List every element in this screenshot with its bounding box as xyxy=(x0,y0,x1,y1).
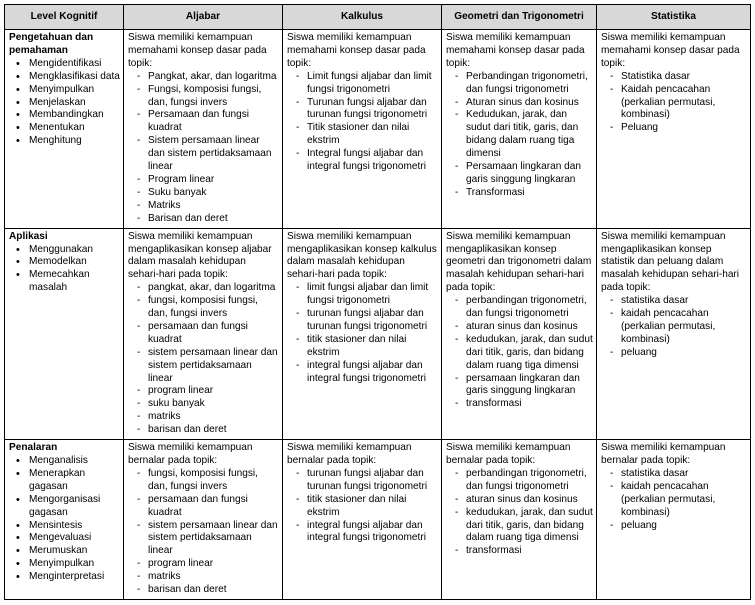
topic-item: - Barisan dan deret xyxy=(148,213,279,226)
topic-item: - aturan sinus dan kosinus xyxy=(466,494,593,507)
cell-intro: Siswa memiliki kemampuan mengaplikasikan konsep geometri dan trigonometri dalam masalah kehidupan sehari-hari pada topik: xyxy=(446,230,592,294)
cell-aljabar xyxy=(124,30,283,229)
level-title: Aplikasi xyxy=(9,230,48,242)
topic-item: - Persamaan lingkaran dan garis singgung lingkaran xyxy=(466,161,593,187)
level-cell xyxy=(5,30,124,229)
level-title: Penalaran xyxy=(9,442,58,454)
level-skill-list xyxy=(9,244,120,296)
cell-geometri xyxy=(442,30,597,229)
level-skill-item: • Mensintesis xyxy=(29,520,120,533)
level-title: Pengetahuan dan pemahaman xyxy=(9,32,94,56)
row-aplikasi xyxy=(5,228,751,440)
topic-list xyxy=(128,282,279,437)
header-geometri: Geometri dan Trigonometri xyxy=(442,5,597,30)
competency-table xyxy=(4,4,751,600)
cell-statistika xyxy=(597,440,751,600)
level-skill-item: • Memodelkan xyxy=(29,256,120,269)
topic-item: - peluang xyxy=(621,520,747,533)
cell-intro: Siswa memiliki kemampuan bernalar pada topik: xyxy=(446,442,571,466)
topic-item: - Integral fungsi aljabar dan integral fungsi trigonometri xyxy=(307,148,438,174)
level-skill-item: • Menganalisis xyxy=(29,455,120,468)
topic-item: - statistika dasar xyxy=(621,468,747,481)
cell-aljabar xyxy=(124,440,283,600)
level-skill-item: • Mengorganisasi gagasan xyxy=(29,494,120,520)
level-skill-item: • Memecahkan masalah xyxy=(29,269,120,295)
level-skill-item: • Menjelaskan xyxy=(29,97,120,110)
level-skill-item: • Menginterpretasi xyxy=(29,571,120,584)
topic-item: - fungsi, komposisi fungsi, dan, fungsi invers xyxy=(148,295,279,321)
topic-list xyxy=(446,468,593,558)
topic-item: - Perbandingan trigonometri, dan fungsi trigonometri xyxy=(466,71,593,97)
topic-item: - Matriks xyxy=(148,200,279,213)
topic-item: - Sistem persamaan linear dan sistem pertidaksamaan linear xyxy=(148,135,279,174)
level-skill-item: • Merumuskan xyxy=(29,545,120,558)
topic-item: - aturan sinus dan kosinus xyxy=(466,321,593,334)
level-skill-item: • Menghitung xyxy=(29,135,120,148)
row-pengetahuan-dan-pemahaman xyxy=(5,30,751,229)
topic-item: - turunan fungsi aljabar dan turunan fungsi trigonometri xyxy=(307,308,438,334)
level-cell xyxy=(5,440,124,600)
topic-item: - turunan fungsi aljabar dan turunan fungsi trigonometri xyxy=(307,468,438,494)
level-skill-item: • Menerapkan gagasan xyxy=(29,468,120,494)
level-skill-list xyxy=(9,455,120,584)
cell-intro: Siswa memiliki kemampuan mengaplikasikan konsep statistik dan peluang dalam masalah kehidupan sehari-hari pada topik: xyxy=(601,230,740,294)
topic-item: - Titik stasioner dan nilai ekstrim xyxy=(307,122,438,148)
topic-item: - kaidah pencacahan (perkalian permutasi, kombinasi) xyxy=(621,308,747,347)
level-skill-list xyxy=(9,58,120,148)
topic-item: - matriks xyxy=(148,411,279,424)
topic-item: - pangkat, akar, dan logaritma xyxy=(148,282,279,295)
topic-item: - titik stasioner dan nilai ekstrim xyxy=(307,334,438,360)
level-skill-item: • Mengklasifikasi data xyxy=(29,71,120,84)
topic-item: - Suku banyak xyxy=(148,187,279,200)
topic-item: - persamaan lingkaran dan garis singgung lingkaran xyxy=(466,373,593,399)
topic-item: - transformasi xyxy=(466,545,593,558)
topic-item: - peluang xyxy=(621,347,747,360)
topic-item: - transformasi xyxy=(466,398,593,411)
topic-item: - Persamaan dan fungsi kuadrat xyxy=(148,109,279,135)
topic-list xyxy=(128,71,279,226)
row-penalaran xyxy=(5,440,751,600)
cell-geometri xyxy=(442,440,597,600)
topic-list xyxy=(287,71,438,174)
topic-item: - persamaan dan fungsi kuadrat xyxy=(148,494,279,520)
topic-item: - barisan dan deret xyxy=(148,424,279,437)
topic-list xyxy=(601,295,747,360)
cell-kalkulus xyxy=(283,30,442,229)
header-aljabar: Aljabar xyxy=(124,5,283,30)
cell-kalkulus xyxy=(283,228,442,440)
cell-statistika xyxy=(597,228,751,440)
level-skill-item: • Menentukan xyxy=(29,122,120,135)
topic-list xyxy=(287,282,438,385)
topic-item: - kedudukan, jarak, dan sudut dari titik, garis, dan bidang dalam ruang tiga dimensi xyxy=(466,334,593,373)
topic-item: - matriks xyxy=(148,571,279,584)
topic-item: - Statistika dasar xyxy=(621,71,747,84)
topic-item: - titik stasioner dan nilai ekstrim xyxy=(307,494,438,520)
topic-item: - suku banyak xyxy=(148,398,279,411)
cell-intro: Siswa memiliki kemampuan memahami konsep dasar pada topik: xyxy=(446,32,585,69)
level-skill-item: • Menyimpulkan xyxy=(29,84,120,97)
topic-list xyxy=(128,468,279,597)
cell-intro: Siswa memiliki kemampuan memahami konsep dasar pada topik: xyxy=(128,32,267,69)
level-skill-item: • Menggunakan xyxy=(29,244,120,257)
header-row xyxy=(5,5,751,30)
topic-item: - fungsi, komposisi fungsi, dan, fungsi invers xyxy=(148,468,279,494)
cell-intro: Siswa memiliki kemampuan memahami konsep dasar pada topik: xyxy=(287,32,426,69)
level-cell xyxy=(5,228,124,440)
level-skill-item: • Membandingkan xyxy=(29,109,120,122)
level-skill-item: • Mengevaluasi xyxy=(29,532,120,545)
topic-item: - persamaan dan fungsi kuadrat xyxy=(148,321,279,347)
cell-geometri xyxy=(442,228,597,440)
topic-list xyxy=(601,71,747,136)
topic-list xyxy=(601,468,747,533)
cell-intro: Siswa memiliki kemampuan memahami konsep dasar pada topik: xyxy=(601,32,740,69)
cell-intro: Siswa memiliki kemampuan mengaplikasikan konsep kalkulus dalam masalah kehidupan sehari-hari pada topik: xyxy=(287,230,437,281)
topic-item: - sistem persamaan linear dan sistem pertidaksamaan linear xyxy=(148,520,279,559)
header-kalkulus: Kalkulus xyxy=(283,5,442,30)
header-statistika: Statistika xyxy=(597,5,751,30)
topic-item: - Pangkat, akar, dan logaritma xyxy=(148,71,279,84)
topic-item: - Peluang xyxy=(621,122,747,135)
topic-item: - Program linear xyxy=(148,174,279,187)
topic-item: - Aturan sinus dan kosinus xyxy=(466,97,593,110)
topic-item: - Limit fungsi aljabar dan limit fungsi trigonometri xyxy=(307,71,438,97)
topic-item: - program linear xyxy=(148,385,279,398)
topic-item: - sistem persamaan linear dan sistem pertidaksamaan linear xyxy=(148,347,279,386)
topic-list xyxy=(446,71,593,200)
cell-intro: Siswa memiliki kemampuan bernalar pada topik: xyxy=(128,442,253,466)
header-level: Level Kognitif xyxy=(5,5,124,30)
topic-item: - Kedudukan, jarak, dan sudut dari titik, garis, dan bidang dalam ruang tiga dimensi xyxy=(466,109,593,161)
topic-item: - Kaidah pencacahan (perkalian permutasi, kombinasi) xyxy=(621,84,747,123)
topic-item: - integral fungsi aljabar dan integral fungsi trigonometri xyxy=(307,520,438,546)
level-skill-item: • Menyimpulkan xyxy=(29,558,120,571)
topic-item: - limit fungsi aljabar dan limit fungsi trigonometri xyxy=(307,282,438,308)
cell-statistika xyxy=(597,30,751,229)
topic-item: - Turunan fungsi aljabar dan turunan fungsi trigonometri xyxy=(307,97,438,123)
topic-item: - kaidah pencacahan (perkalian permutasi, kombinasi) xyxy=(621,481,747,520)
topic-item: - perbandingan trigonometri, dan fungsi trigonometri xyxy=(466,468,593,494)
topic-item: - Transformasi xyxy=(466,187,593,200)
level-skill-item: • Mengidentifikasi xyxy=(29,58,120,71)
topic-item: - kedudukan, jarak, dan sudut dari titik, garis, dan bidang dalam ruang tiga dimensi xyxy=(466,507,593,546)
cell-kalkulus xyxy=(283,440,442,600)
cell-intro: Siswa memiliki kemampuan bernalar pada topik: xyxy=(287,442,412,466)
topic-item: - integral fungsi aljabar dan integral fungsi trigonometri xyxy=(307,360,438,386)
topic-item: - Fungsi, komposisi fungsi, dan, fungsi invers xyxy=(148,84,279,110)
topic-item: - perbandingan trigonometri, dan fungsi trigonometri xyxy=(466,295,593,321)
topic-item: - program linear xyxy=(148,558,279,571)
cell-aljabar xyxy=(124,228,283,440)
cell-intro: Siswa memiliki kemampuan bernalar pada topik: xyxy=(601,442,726,466)
topic-item: - barisan dan deret xyxy=(148,584,279,597)
topic-list xyxy=(287,468,438,545)
topic-list xyxy=(446,295,593,411)
topic-item: - statistika dasar xyxy=(621,295,747,308)
cell-intro: Siswa memiliki kemampuan mengaplikasikan konsep aljabar dalam masalah kehidupan sehari-hari pada topik: xyxy=(128,230,272,281)
